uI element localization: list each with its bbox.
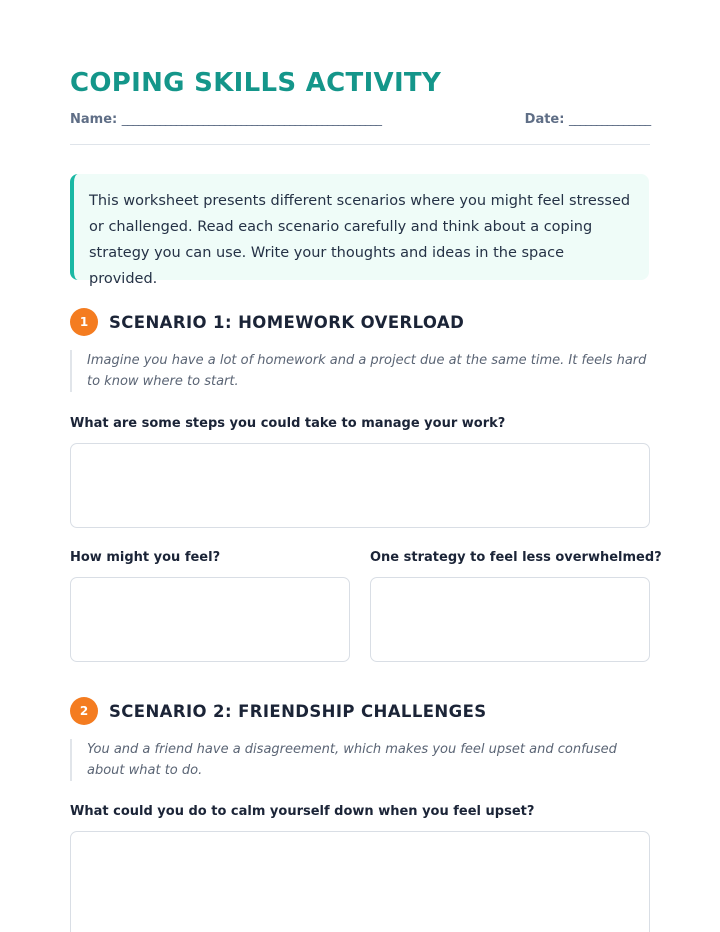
header-divider [70,144,650,145]
scenario-2-answer-calm[interactable] [70,831,650,932]
intro-callout: This worksheet presents different scenarios where you might feel stressed or challenged. Read each scenario carefully and think about a coping strategy you can use. Write your thoughts and ideas in the space provided. [70,174,649,280]
date-line: _______________ [568,112,650,127]
name-field[interactable] [70,112,381,127]
date-label: Date: [524,112,565,127]
scenario-1-answer-strategy[interactable] [370,577,650,662]
scenario-2-description: You and a friend have a disagreement, which makes you feel upset and confused about what to do. [70,739,650,781]
header-fields [70,112,650,127]
scenario-2-badge: 2 [70,697,98,725]
scenario-1-question-feel: How might you feel? [70,550,221,565]
name-line: ________________________________________________ [121,112,381,127]
scenario-2-header [70,697,487,725]
scenario-1-question-strategy: One strategy to feel less overwhelmed? [370,550,662,565]
scenario-2-title: SCENARIO 2: FRIENDSHIP CHALLENGES [109,701,487,721]
scenario-1-question-steps: What are some steps you could take to manage your work? [70,416,506,431]
name-label: Name: [70,112,118,127]
scenario-1-header [70,308,464,336]
scenario-2-question-calm: What could you do to calm yourself down when you feel upset? [70,804,535,819]
scenario-1-description: Imagine you have a lot of homework and a project due at the same time. It feels hard to know where to start. [70,350,650,392]
scenario-1-answer-feel[interactable] [70,577,350,662]
date-field[interactable] [525,112,650,127]
scenario-1-answer-steps[interactable] [70,443,650,528]
scenario-1-badge: 1 [70,308,98,336]
scenario-1-title: SCENARIO 1: HOMEWORK OVERLOAD [109,312,465,332]
page-title: COPING SKILLS ACTIVITY [70,68,442,98]
